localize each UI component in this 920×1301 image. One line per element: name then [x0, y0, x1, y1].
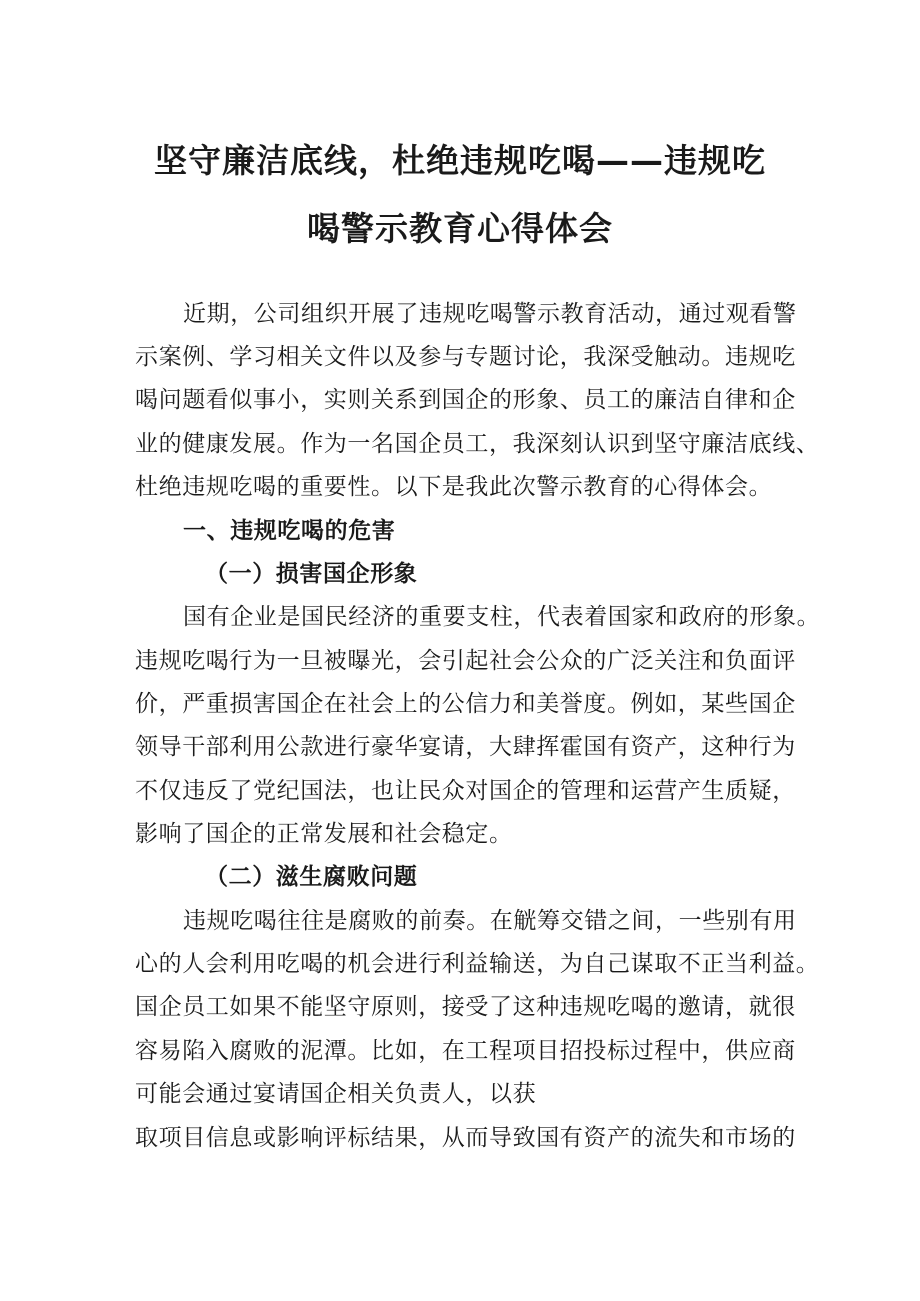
document-title-line-2: 喝警示教育心得体会	[307, 209, 613, 248]
paragraph-line: 杜绝违规吃喝的重要性。以下是我此次警示教育的心得体会。	[135, 474, 773, 500]
paragraph-line: 违规吃喝行为一旦被曝光，会引起社会公众的广泛关注和负面评	[135, 648, 796, 674]
subsection-heading: （一）损害国企形象	[205, 560, 418, 587]
subsection-heading: （二）滋生腐败问题	[205, 863, 418, 890]
paragraph-line: 业的健康发展。作为一名国企员工，我深刻认识到坚守廉洁底线、	[135, 431, 820, 457]
paragraph-line: 取项目信息或影响评标结果，从而导致国有资产的流失和市场的	[135, 1125, 796, 1151]
paragraph-line: 可能会通过宴请国企相关负责人，以获	[135, 1081, 537, 1107]
paragraph-line: 近期，公司组织开展了违规吃喝警示教育活动，通过观看警	[183, 301, 797, 327]
paragraph-line: 心的人会利用吃喝的机会进行利益输送，为自己谋取不正当利益。	[135, 951, 820, 977]
paragraph-line: 违规吃喝往往是腐败的前奏。在觥筹交错之间，一些别有用	[183, 908, 797, 934]
paragraph-line: 容易陷入腐败的泥潭。比如，在工程项目招投标过程中，供应商	[135, 1038, 796, 1064]
paragraph-line: 领导干部利用公款进行豪华宴请，大肆挥霍国有资产，这种行为	[135, 734, 796, 760]
document-title-line-1: 坚守廉洁底线，杜绝违规吃喝——违规吃	[154, 141, 766, 180]
paragraph-line: 国企员工如果不能坚守原则，接受了这种违规吃喝的邀请，就很	[135, 994, 796, 1020]
paragraph-line: 不仅违反了党纪国法，也让民众对国企的管理和运营产生质疑，	[135, 778, 796, 804]
paragraph-line: 影响了国企的正常发展和社会稳定。	[135, 821, 513, 847]
paragraph-line: 价，严重损害国企在社会上的公信力和美誉度。例如，某些国企	[135, 691, 796, 717]
paragraph-line: 国有企业是国民经济的重要支柱，代表着国家和政府的形象。	[183, 604, 821, 630]
section-heading: 一、违规吃喝的危害	[183, 518, 396, 544]
paragraph-line: 喝问题看似事小，实则关系到国企的形象、员工的廉洁自律和企	[135, 387, 796, 413]
paragraph-line: 示案例、学习相关文件以及参与专题讨论，我深受触动。违规吃	[135, 344, 796, 370]
